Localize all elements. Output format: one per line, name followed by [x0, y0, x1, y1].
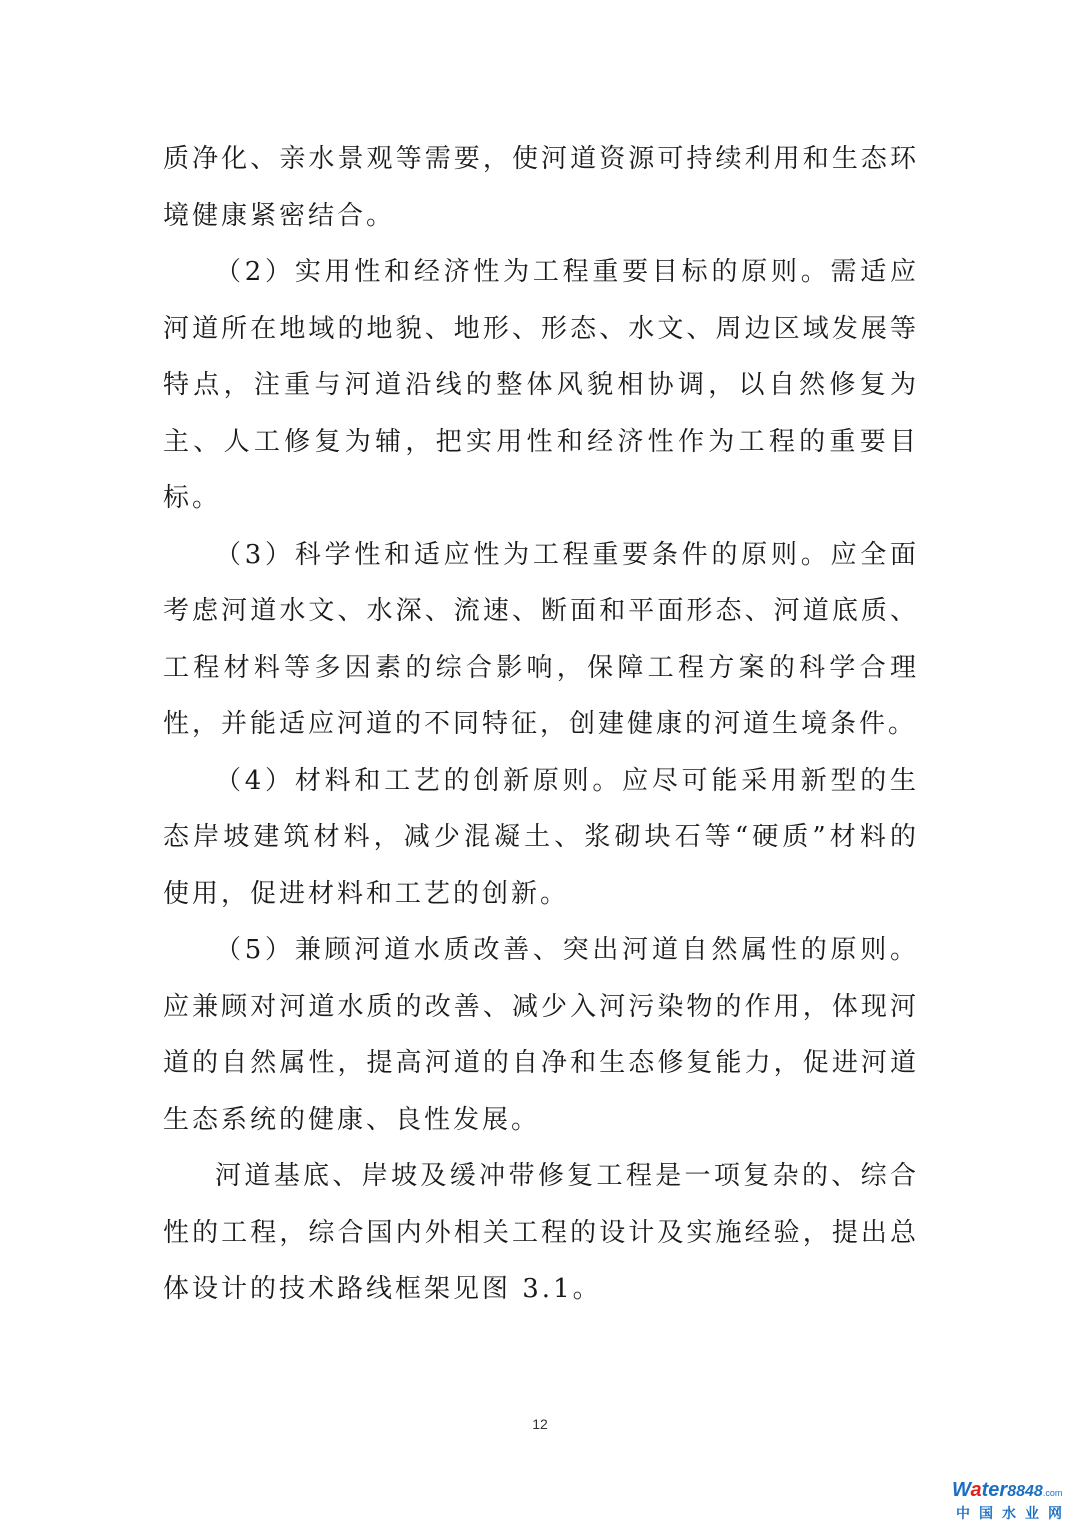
paragraph-summary: 河道基底、岸坡及缓冲带修复工程是一项复杂的、综合性的工程，综合国内外相关工程的设计及实施经验，提出总体设计的技术路线框架见图 3.1。 — [163, 1161, 919, 1304]
watermark-logo-text — [952, 1479, 1062, 1504]
logo-letters-ter: ter — [981, 1479, 1008, 1501]
watermark-logo — [952, 1479, 1076, 1523]
logo-domain: .com — [1042, 1488, 1063, 1498]
logo-letter-w: W — [952, 1479, 971, 1501]
page-number: 12 — [532, 1416, 548, 1432]
paragraph-principle-5: （5）兼顾河道水质改善、突出河道自然属性的原则。应兼顾对河道水质的改善、减少入河污染物的作用，体现河道的自然属性，提高河道的自净和生态修复能力，促进河道生态系统的健康、良性发展。 — [163, 935, 919, 1135]
paragraph-principle-4: （4）材料和工艺的创新原则。应尽可能采用新型的生态岸坡建筑材料，减少混凝土、浆砌块石等“硬质”材料的使用，促进材料和工艺的创新。 — [163, 765, 919, 909]
body-text — [163, 131, 919, 1318]
logo-number: 8848 — [1007, 1483, 1043, 1500]
logo-letter-a: a — [970, 1479, 982, 1501]
paragraph-continuation: 质净化、亲水景观等需要，使河道资源可持续利用和生态环境健康紧密结合。 — [163, 144, 919, 231]
paragraph-principle-2: （2）实用性和经济性为工程重要目标的原则。需适应河道所在地域的地貌、地形、形态、水文、周边区域发展等特点，注重与河道沿线的整体风貌相协调，以自然修复为主、人工修复为辅，把实用性和经济性作为工程的重要目标。 — [163, 257, 919, 513]
watermark-chinese-name: 中国水业网 — [956, 1506, 1071, 1522]
paragraph-principle-3: （3）科学性和适应性为工程重要条件的原则。应全面考虑河道水文、水深、流速、断面和平面形态、河道底质、工程材料等多因素的综合影响，保障工程方案的科学合理性，并能适应河道的不同特征，创建健康的河道生境条件。 — [163, 539, 919, 739]
